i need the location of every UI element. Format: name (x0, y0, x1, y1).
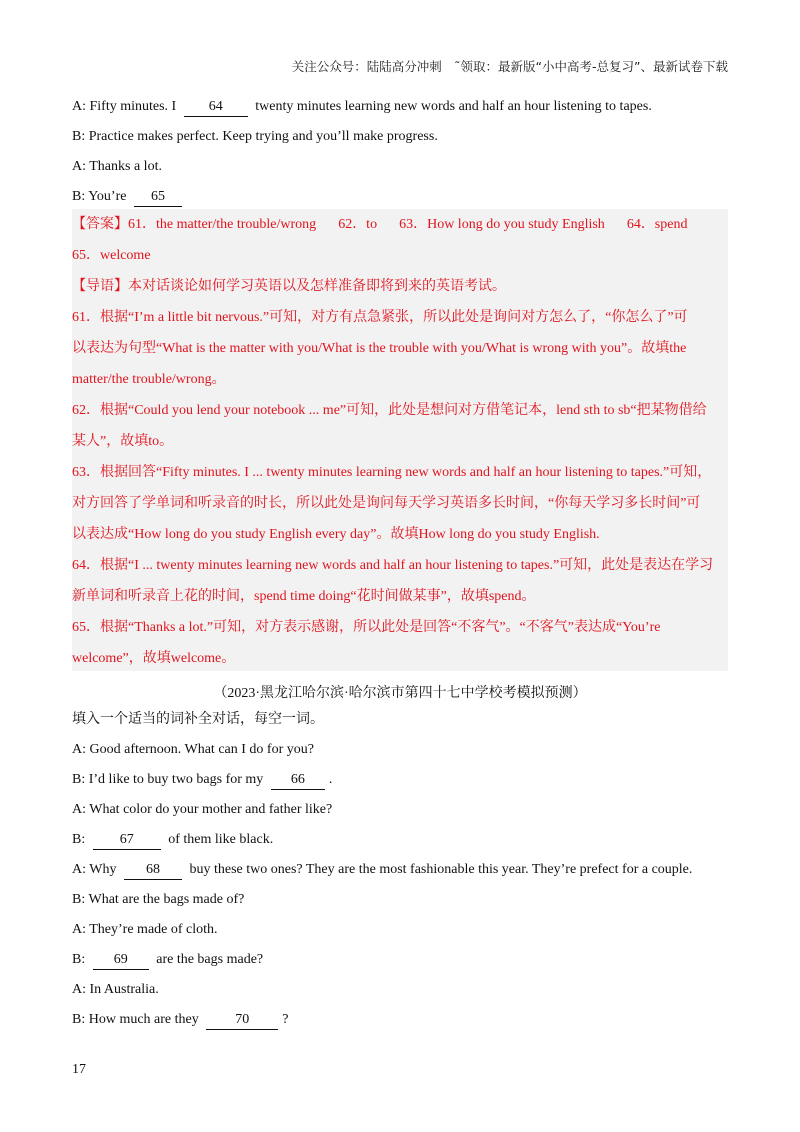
answer-blank[interactable]: 67 (93, 831, 161, 850)
answer-item: 63．How long do you study English (399, 217, 605, 232)
explanation-line: 新单词和听录音上花的时间，spend time doing“花时间做某事”，故填spend。 (72, 589, 536, 604)
answer-blank[interactable]: 69 (93, 951, 149, 970)
explanation-line: 63．根据回答“Fifty minutes. I ... twenty minutes learning new words and half an hour listening to tapes.”可知， (72, 465, 712, 480)
dialog-continuation (72, 92, 728, 212)
explanation-line: 62．根据“Could you lend your notebook ... me”可知，此处是想问对方借笔记本，lend sth to sb“把某物借给 (72, 403, 707, 418)
dialog-line: A: They’re made of cloth. (72, 922, 218, 937)
dialog-line: A: Fifty minutes. I 64 twenty minutes learning new words and half an hour listening to tapes. (72, 92, 728, 122)
explanation-line: 65．根据“Thanks a lot.”可知，对方表示感谢，所以此处是回答“不客气”。“不客气”表达成“You’re (72, 620, 661, 635)
dialog-line: A: What color do your mother and father like? (72, 802, 333, 817)
explanation-line: 对方回答了学单词和听录音的时长，所以此处是询问每天学习英语多长时间，“你每天学习多长时间”可 (72, 496, 701, 511)
answer-blank[interactable]: 66 (271, 771, 325, 790)
dialog-line: A: Thanks a lot. (72, 159, 162, 174)
dialog-line: A: Good afternoon. What can I do for you? (72, 742, 314, 757)
question-source: （2023·黑龙江哈尔滨·哈尔滨市第四十七中学校考模拟预测） (213, 686, 587, 701)
explanation-line: welcome”，故填welcome。 (72, 651, 236, 666)
answer-blank[interactable]: 70 (206, 1011, 278, 1030)
dialog-line: A: Why 68 buy these two ones? They are the most fashionable this year. They’re prefect for a couple. (72, 855, 728, 885)
dialog-question (72, 705, 728, 1035)
answer-item: 62．to (338, 217, 378, 232)
explanation-line: 某人”，故填to。 (72, 434, 174, 449)
answer-item: 64．spend (626, 217, 688, 232)
dialog-line: A: In Australia. (72, 982, 159, 997)
dialog-line: B: I’d like to buy two bags for my 66 . (72, 765, 728, 795)
answer-item: 61．the matter/the trouble/wrong (128, 217, 317, 232)
instruction-text: 填入一个适当的词补全对话，每空一词。 (72, 712, 324, 727)
dialog-line: B: What are the bags made of? (72, 892, 245, 907)
answer-line (72, 209, 728, 240)
explanation-line: 61．根据“I’m a little bit nervous.”可知，对方有点急紧张，所以此处是询问对方怎么了，“你怎么了”可 (72, 310, 688, 325)
explanation-line: 以表达为句型“What is the matter with you/What is the trouble with you/What is wrong with you”。故填the (72, 341, 687, 356)
answer-line (72, 240, 728, 271)
page-number: 17 (72, 1062, 86, 1077)
dialog-line: B: Practice makes perfect. Keep trying and you’ll make progress. (72, 129, 438, 144)
dialog-line: B: You’re 65 (72, 182, 728, 212)
page-header: 关注公众号：陆陆高分冲刺 ˜领取：最新版“小中高考-总复习”、最新试卷下载 (291, 59, 728, 74)
dialog-line: B: 67 of them like black. (72, 825, 728, 855)
dialog-line: B: 69 are the bags made? (72, 945, 728, 975)
answer-blank[interactable]: 65 (134, 188, 182, 207)
dialog-line: B: How much are they 70 ? (72, 1005, 728, 1035)
answer-item: 65．welcome (72, 248, 151, 263)
guide-text: 【导语】本对话谈论如何学习英语以及怎样准备即将到来的英语考试。 (72, 279, 506, 294)
explanation-line: matter/the trouble/wrong。 (72, 372, 226, 387)
explanation-line: 64．根据“I ... twenty minutes learning new words and half an hour listening to tapes.”可知，此处是表达在学习 (72, 558, 714, 573)
answer-blank[interactable]: 64 (184, 98, 248, 117)
explanation-line: 以表达成“How long do you study English every day”。故填How long do you study English. (72, 527, 600, 542)
answer-label: 【答案】 (72, 217, 128, 232)
answer-blank[interactable]: 68 (124, 861, 182, 880)
answer-section (72, 209, 728, 671)
